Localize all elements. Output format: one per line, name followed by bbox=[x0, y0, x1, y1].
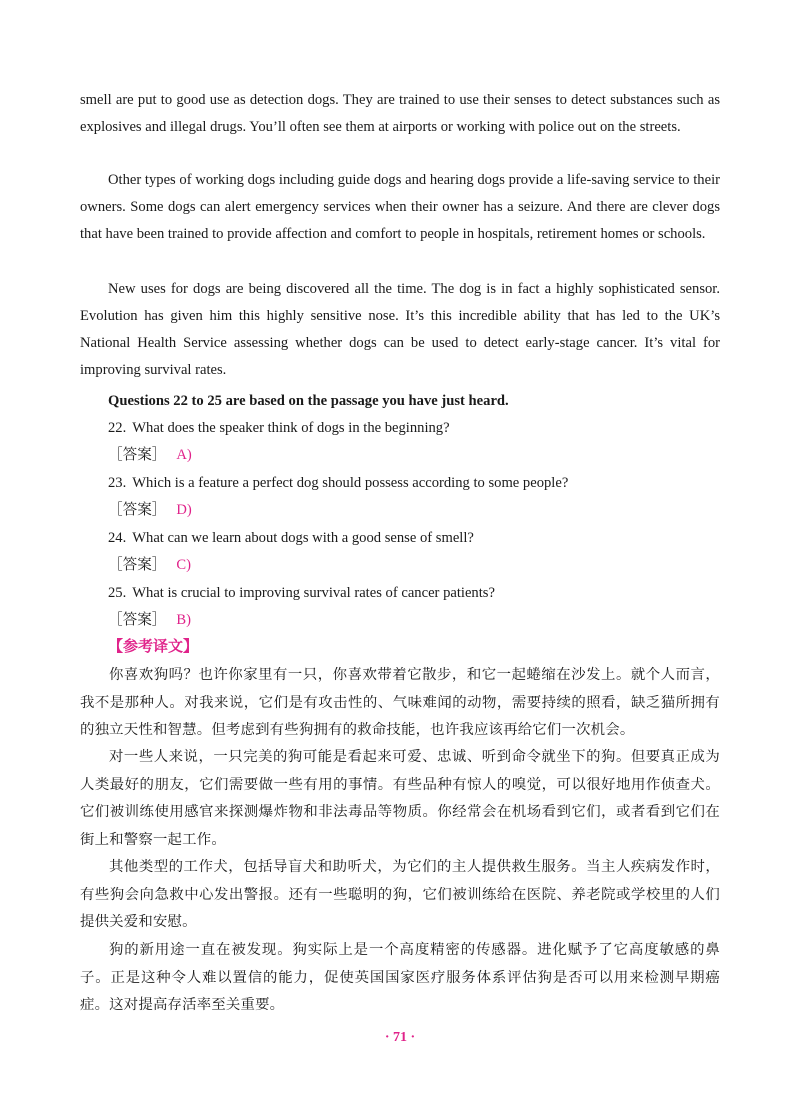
question-23 bbox=[108, 470, 568, 497]
reference-translation-heading: 【参考译文】 bbox=[108, 637, 199, 655]
question-24 bbox=[108, 525, 474, 552]
question-25 bbox=[108, 580, 495, 607]
question-text: What does the speaker think of dogs in the beginning? bbox=[132, 420, 450, 436]
translation-paragraph-3: 其他类型的工作犬，包括导盲犬和助听犬，为它们的主人提供救生服务。当主人疾病发作时，有些狗会向急救中心发出警报。还有一些聪明的狗，它们被训练给在医院、养老院或学校里的人们提供关爱和安慰。 bbox=[80, 859, 720, 930]
answer-label: ［答案］ bbox=[108, 557, 167, 573]
answer-label: ［答案］ bbox=[108, 502, 167, 518]
page-number: · 71 · bbox=[384, 1030, 416, 1045]
translation-paragraph-4: 狗的新用途一直在被发现。狗实际上是一个高度精密的传感器。进化赋予了它高度敏感的鼻子。正是这种令人难以置信的能力，促使英国国家医疗服务体系评估狗是否可以用来检测早期癌症。这对提高存活率至关重要。 bbox=[80, 942, 720, 1013]
answer-label: ［答案］ bbox=[108, 612, 167, 628]
answer-value: B) bbox=[176, 612, 191, 628]
question-number: 22. bbox=[108, 420, 127, 436]
question-text: What can we learn about dogs with a good sense of smell? bbox=[132, 530, 474, 546]
answer-label: ［答案］ bbox=[108, 447, 167, 463]
question-number: 23. bbox=[108, 475, 127, 491]
answer-25 bbox=[108, 607, 191, 634]
question-22 bbox=[108, 415, 450, 442]
passage-paragraph-1: smell are put to good use as detection dogs. They are trained to use their senses to detect substances such as explosives and illegal drugs. You’ll often see them at airports or working with police out on the streets. bbox=[80, 92, 720, 135]
translation-paragraph-2: 对一些人来说，一只完美的狗可能是看起来可爱、忠诚、听到命令就坐下的狗。但要真正成为人类最好的朋友，它们需要做一些有用的事情。有些品种有惊人的嗅觉，可以很好地用作侦查犬。它们被训练使用感官来探测爆炸物和非法毒品等物质。你经常会在机场看到它们，或者看到它们在街上和警察一起工作。 bbox=[80, 749, 720, 848]
questions-heading: Questions 22 to 25 are based on the passage you have just heard. bbox=[108, 393, 509, 409]
question-number: 24. bbox=[108, 530, 127, 546]
answer-23 bbox=[108, 497, 192, 524]
question-text: Which is a feature a perfect dog should possess according to some people? bbox=[132, 475, 569, 491]
answer-value: D) bbox=[176, 502, 192, 518]
question-text: What is crucial to improving survival rates of cancer patients? bbox=[132, 585, 495, 601]
answer-value: C) bbox=[176, 557, 191, 573]
question-number: 25. bbox=[108, 585, 127, 601]
answer-value: A) bbox=[176, 447, 192, 463]
passage-paragraph-3: New uses for dogs are being discovered all the time. The dog is in fact a highly sophisticated sensor. Evolution has given him this highly sensitive nose. It’s this incredible ability that has led to the UK’s National Health Service assessing whether dogs can be used to detect early-stage cancer. It’s vital for improving survival rates. bbox=[80, 281, 720, 378]
passage-paragraph-2: Other types of working dogs including guide dogs and hearing dogs provide a life-saving service to their owners. Some dogs can alert emergency services when their owner has a seizure. And there are clever dogs that have been trained to provide affection and comfort to people in hospitals, retirement homes or schools. bbox=[80, 172, 720, 242]
translation-paragraph-1: 你喜欢狗吗？也许你家里有一只，你喜欢带着它散步，和它一起蜷缩在沙发上。就个人而言，我不是那种人。对我来说，它们是有攻击性的、气味难闻的动物，需要持续的照看，缺乏猫所拥有的独立天性和智慧。但考虑到有些狗拥有的救命技能，也许我应该再给它们一次机会。 bbox=[80, 667, 720, 738]
answer-24 bbox=[108, 552, 191, 579]
answer-22 bbox=[108, 442, 192, 469]
